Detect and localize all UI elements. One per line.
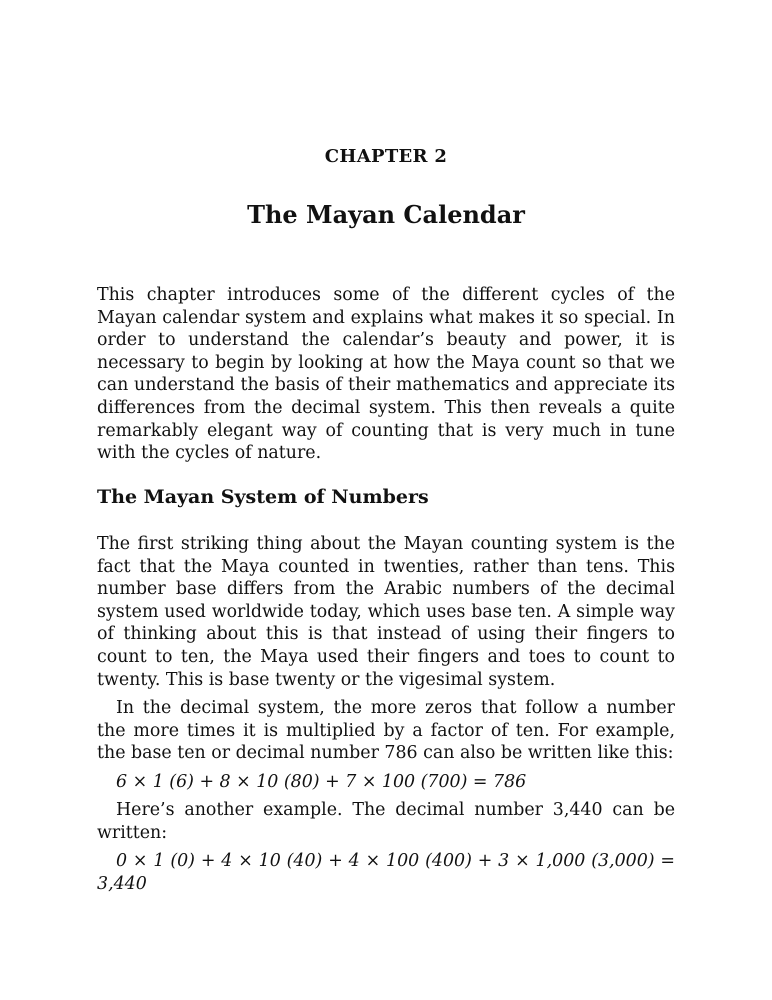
equation-1: 6 × 1 (6) + 8 × 10 (80) + 7 × 100 (700) = 786 — [116, 772, 527, 792]
equation-2: 0 × 1 (0) + 4 × 10 (40) + 4 × 100 (400) + 3 × 1,000 (3,000) = 3,440 — [97, 851, 675, 894]
chapter-number: CHAPTER 2 — [324, 146, 448, 167]
chapter-title: The Mayan Calendar — [247, 200, 525, 229]
section-heading: The Mayan System of Numbers — [97, 486, 429, 508]
body-paragraph-1: The first striking thing about the Mayan counting system is the fact that the Maya counted in twenties, rather than tens. This number base differs from the Arabic numbers of the decimal system used worldwide today, which uses base ten. A simple way of thinking about this is that instead of using their fingers to count to ten, the Maya used their fingers and toes to count to twenty. This is base twenty or the vigesimal system. — [97, 534, 675, 690]
body-paragraph-2: In the decimal system, the more zeros that follow a number the more times it is multiplied by a factor of ten. For example, the base ten or decimal number 786 can also be written like this: — [97, 698, 675, 764]
body-paragraph-3: Here’s another example. The decimal number 3,440 can be written: — [97, 800, 675, 843]
intro-paragraph: This chapter introduces some of the different cycles of the Mayan calendar system and explains what makes it so special. In order to understand the calendar’s beauty and power, it is necessary to begin by looking at how the Maya count so that we can understand the basis of their mathematics and appreciate its differences from the decimal system. This then reveals a quite remarkably elegant way of counting that is very much in tune with the cycles of nature. — [97, 285, 675, 464]
